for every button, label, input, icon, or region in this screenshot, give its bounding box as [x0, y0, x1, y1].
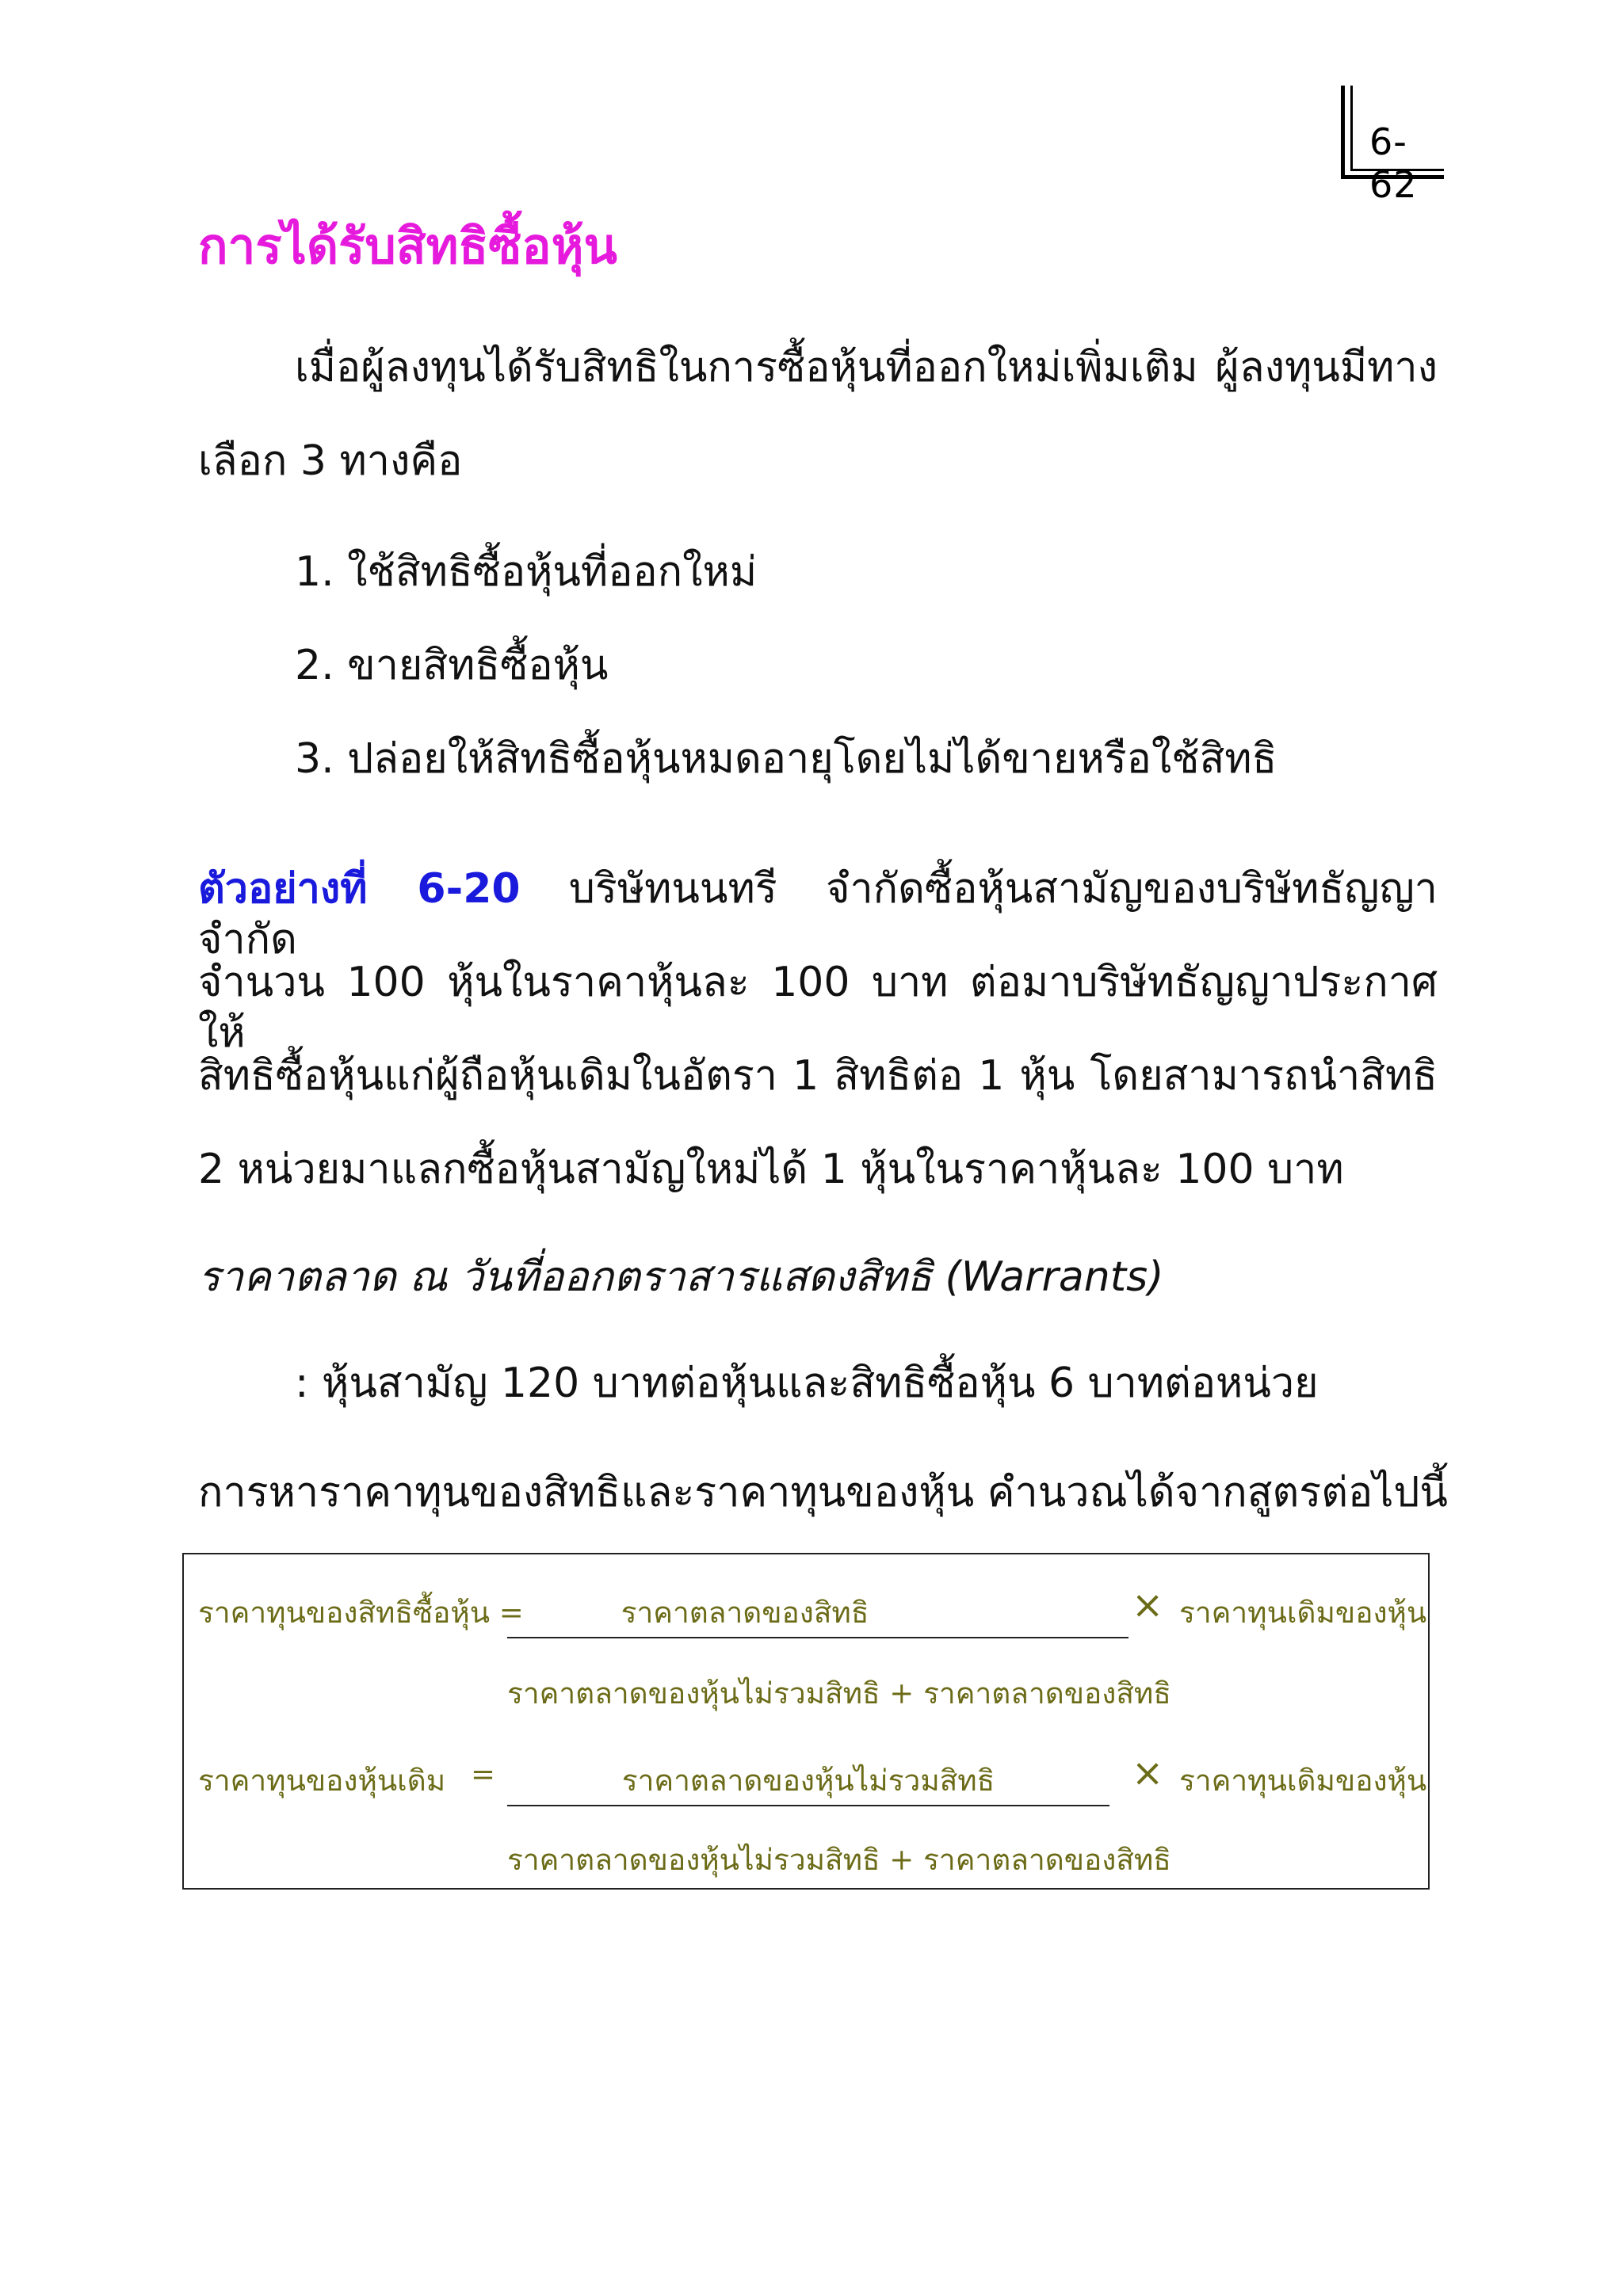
market-price-values: : หุ้นสามัญ 120 บาทต่อหุ้นและสิทธิซื้อหุ้น 6 บาทต่อหน่วย	[295, 1360, 1319, 1407]
formula-intro: การหาราคาทุนของสิทธิและราคาทุนของหุ้น คำนวณได้จากสูตรต่อไปนี้	[198, 1469, 1448, 1516]
formula-1-denominator: ราคาตลาดของหุ้นไม่รวมสิทธิ + ราคาตลาดของสิทธิ	[507, 1676, 1171, 1711]
intro-line-2: เลือก 3 ทางคือ	[198, 437, 463, 485]
example-line-4: 2 หน่วยมาแลกซื้อหุ้นสามัญใหม่ได้ 1 หุ้นในราคาหุ้นละ 100 บาท	[198, 1146, 1344, 1193]
page-number-marker	[1341, 86, 1444, 206]
formula-2-multiplier: ราคาทุนเดิมของหุ้น	[1179, 1764, 1427, 1798]
example-line-2: จำนวน 100 หุ้นในราคาหุ้นละ 100 บาท ต่อมาบริษัทธัญญาประกาศให้	[198, 959, 1438, 1057]
example-label: ตัวอย่างที่ 6-20	[198, 865, 521, 913]
option-item-1: 1. ใช้สิทธิซื้อหุ้นที่ออกใหม่	[295, 548, 758, 596]
formula-2-numerator: ราคาตลาดของหุ้นไม่รวมสิทธิ	[621, 1764, 995, 1798]
page-number: 6-62	[1369, 120, 1418, 206]
example-line-1-text: บริษัทนนทรี จำกัดซื้อหุ้นสามัญของบริษัทธัญญา จำกัด	[198, 865, 1438, 963]
formula-2-lhs: ราคาทุนของหุ้นเดิม	[198, 1764, 446, 1798]
formula-1-multiplier: ราคาทุนเดิมของหุ้น	[1179, 1596, 1427, 1630]
page-number-left-bar	[1341, 86, 1345, 179]
formula-1-numerator: ราคาตลาดของสิทธิ	[621, 1596, 869, 1630]
formula-2-denominator: ราคาตลาดของหุ้นไม่รวมสิทธิ + ราคาตลาดของสิทธิ	[507, 1843, 1171, 1877]
option-item-3: 3. ปล่อยให้สิทธิซื้อหุ้นหมดอายุโดยไม่ได้ขายหรือใช้สิทธิ	[295, 735, 1277, 783]
formula-2-times-sign: ×	[1132, 1751, 1164, 1795]
formula-2-fraction-bar	[507, 1805, 1109, 1806]
example-line-3: สิทธิซื้อหุ้นแก่ผู้ถือหุ้นเดิมในอัตรา 1 สิทธิต่อ 1 หุ้น โดยสามารถนำสิทธิ	[198, 1052, 1438, 1100]
formula-1-fraction-bar	[507, 1637, 1128, 1638]
intro-line-1: เมื่อผู้ลงทุนได้รับสิทธิในการซื้อหุ้นที่ออกใหม่เพิ่มเติม ผู้ลงทุนมีทาง	[295, 344, 1438, 391]
formula-1-times-sign: ×	[1132, 1583, 1164, 1627]
formula-1-lhs: ราคาทุนของสิทธิซื้อหุ้น =	[198, 1596, 524, 1630]
formula-box	[182, 1553, 1430, 1890]
page-number-left-bar-inner	[1350, 86, 1353, 171]
example-line-1	[198, 864, 1438, 965]
section-heading: การได้รับสิทธิซื้อหุ้น	[198, 217, 617, 275]
option-item-2: 2. ขายสิทธิซื้อหุ้น	[295, 642, 609, 689]
market-price-heading: ราคาตลาด ณ วันที่ออกตราสารแสดงสิทธิ (Warrants)	[198, 1253, 1164, 1301]
formula-2-equals: =	[471, 1757, 496, 1791]
